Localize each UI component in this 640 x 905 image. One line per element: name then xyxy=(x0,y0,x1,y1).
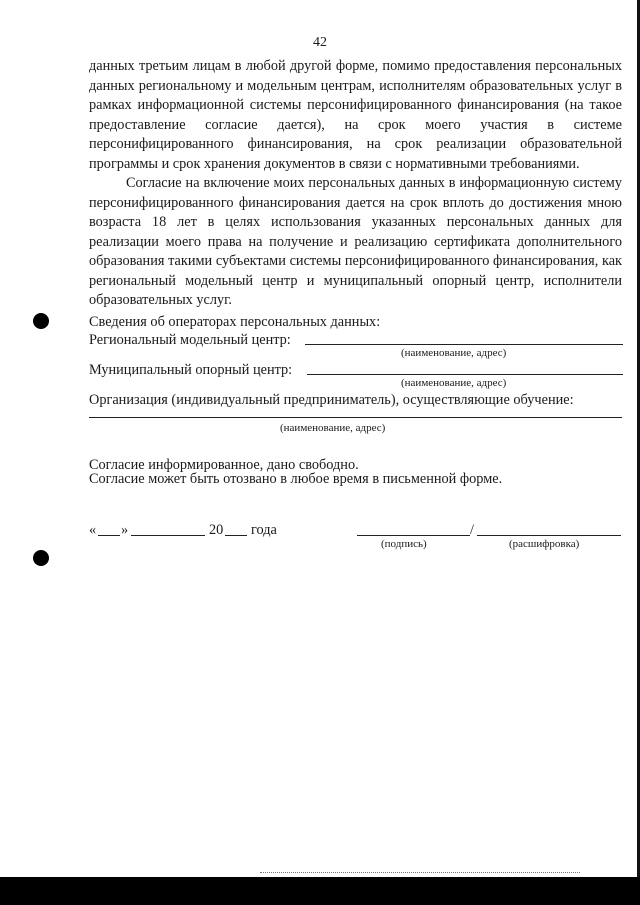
decryption-caption: (расшифровка) xyxy=(509,538,580,550)
punch-hole-bottom xyxy=(33,550,49,566)
scan-border-bottom xyxy=(0,877,640,905)
scan-noise xyxy=(260,872,580,875)
regional-center-label: Региональный модельный центр: xyxy=(89,332,291,348)
punch-hole-top xyxy=(33,313,49,329)
organization-field[interactable] xyxy=(89,417,622,418)
year-suffix: года xyxy=(251,522,277,538)
date-close-quote: » xyxy=(121,522,129,538)
municipal-center-caption: (наименование, адрес) xyxy=(401,377,507,389)
paragraph-consent-terms: данных третьим лицам в любой другой форме, помимо предоставления персональных данных региональному и модельным центрам, исполнителям образовательных услуг в рамках информационной системы персонифицированного финансирования (на такое предоставление согласие дается), на срок моего участия в системе персонифицированного финансирования, на срок реализации образовательной программы и срок хранения документов в связи с нормативными требованиями. xyxy=(89,58,622,172)
municipal-center-field[interactable] xyxy=(307,374,623,375)
year-field[interactable] xyxy=(225,535,247,536)
date-month-field[interactable] xyxy=(131,535,205,536)
signature-caption: (подпись) xyxy=(381,538,427,550)
organization-caption: (наименование, адрес) xyxy=(280,422,386,434)
operators-heading: Сведения об операторах персональных данных: xyxy=(89,314,381,330)
date-open-quote: « xyxy=(89,522,97,538)
year-prefix: 20 xyxy=(209,522,224,538)
municipal-center-label: Муниципальный опорный центр: xyxy=(89,362,293,378)
page-number: 42 xyxy=(313,35,327,50)
paragraph-consent-system: Согласие на включение моих персональных данных в информационную систему персонифицированного финансирования дается на срок вплоть до достижения мною возраста 18 лет в целях использования указанных персональных данных для реализации моего права на получение и реализацию сертификата дополнительного образования такими субъектами системы персонифицированного финансирования, как региональный модельный центр и муниципальный опорный центр, исполнители образовательных услуг. xyxy=(89,175,622,308)
organization-label: Организация (индивидуальный предприниматель), осуществляющие обучение: xyxy=(89,392,574,408)
date-day-field[interactable] xyxy=(98,535,120,536)
regional-center-field[interactable] xyxy=(305,344,623,345)
signature-slash: / xyxy=(470,522,474,538)
regional-center-caption: (наименование, адрес) xyxy=(401,347,507,359)
signature-field[interactable] xyxy=(357,535,470,536)
consent-revocable: Согласие может быть отозвано в любое время в письменной форме. xyxy=(89,471,503,487)
decryption-field[interactable] xyxy=(477,535,621,536)
consent-informed: Согласие информированное, дано свободно. xyxy=(89,457,359,473)
